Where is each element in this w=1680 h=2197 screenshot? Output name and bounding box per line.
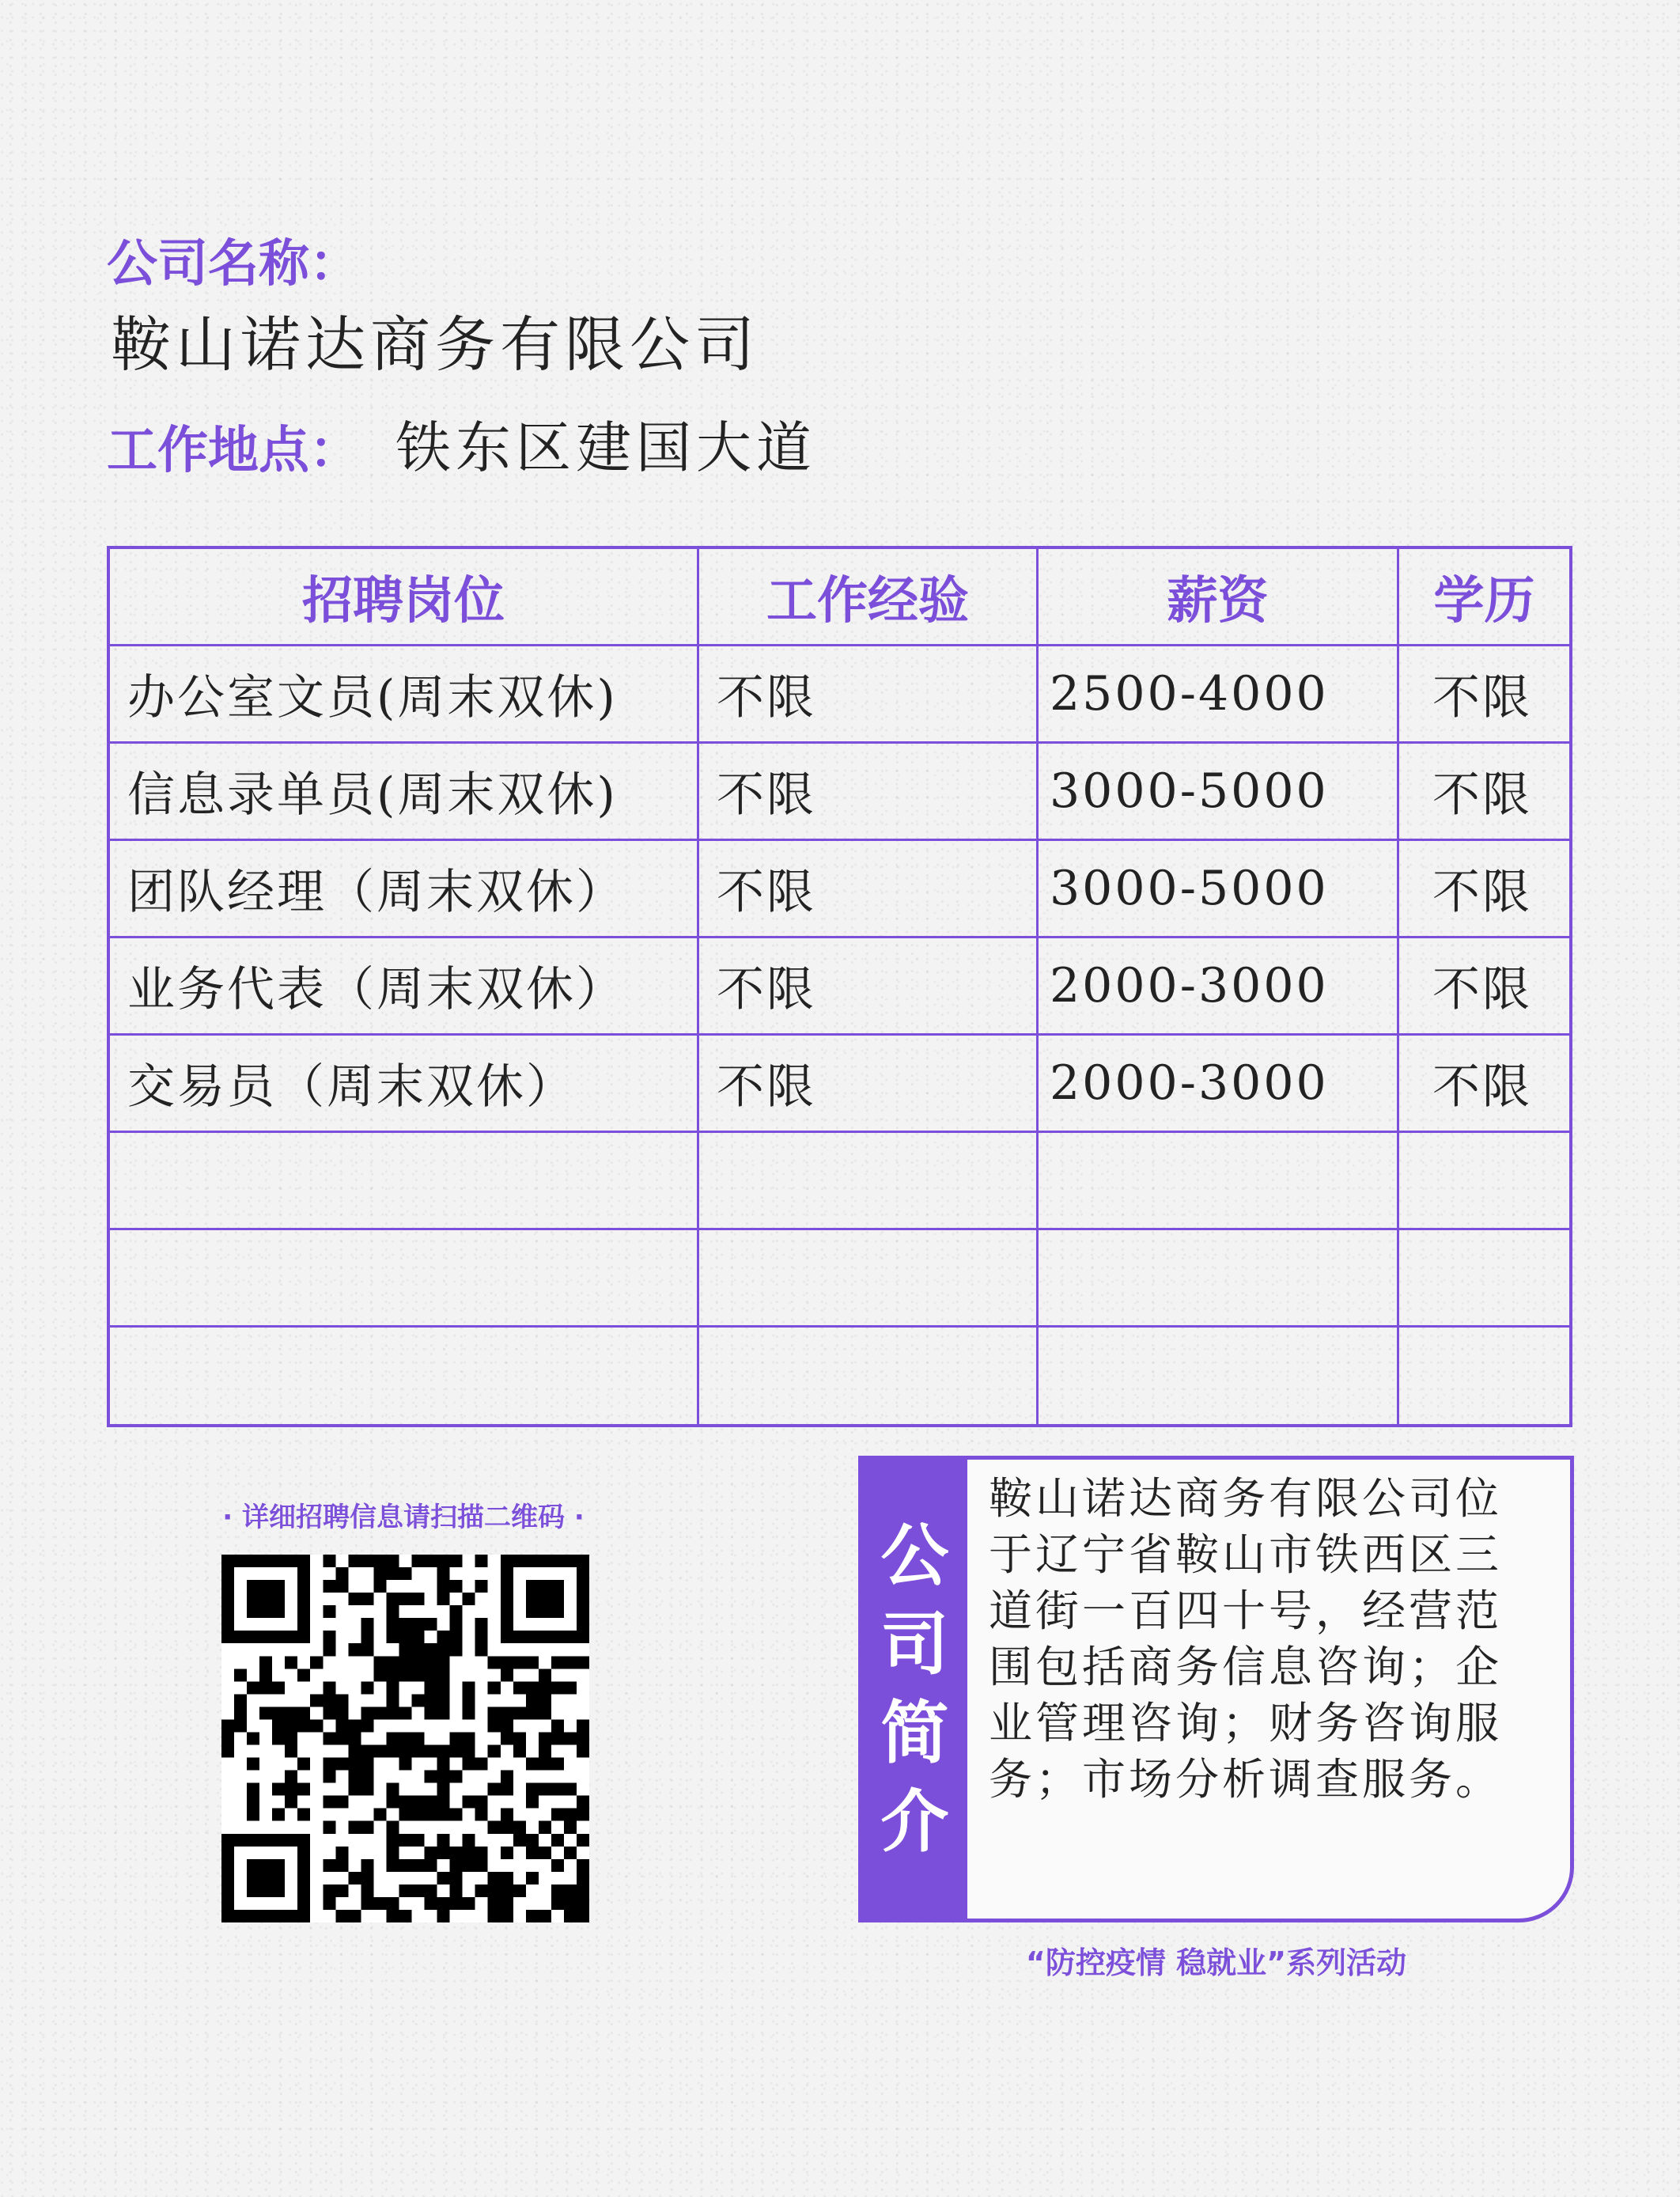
cell-experience <box>699 1328 1039 1424</box>
header-position: 招聘岗位 <box>110 549 699 644</box>
cell-position <box>110 1230 699 1325</box>
table-row <box>110 646 1569 744</box>
company-intro-box <box>858 1456 1574 1922</box>
cell-education: 不限 <box>1432 962 1532 1017</box>
cell-salary: 2000-3000 <box>1039 1036 1399 1131</box>
table-row <box>110 744 1569 841</box>
qr-code-icon[interactable] <box>221 1555 589 1922</box>
cell-education <box>1399 1328 1569 1424</box>
cell-experience: 不限 <box>699 938 1039 1033</box>
company-intro-title <box>862 1460 967 1919</box>
cell-salary: 2000-3000 <box>1039 938 1399 1033</box>
cell-position <box>110 1328 699 1424</box>
cell-salary: 3000-5000 <box>1039 744 1399 839</box>
cell-education: 不限 <box>1432 865 1532 920</box>
cell-experience: 不限 <box>699 744 1039 839</box>
cell-education: 不限 <box>1432 1059 1532 1115</box>
intro-title-char: 简 <box>880 1694 949 1773</box>
company-name: 鞍山诺达商务有限公司 <box>111 309 759 380</box>
cell-position: 信息录单员(周末双休) <box>110 744 699 839</box>
qr-caption: · 详细招聘信息请扫描二维码 · <box>222 1502 585 1533</box>
cell-position <box>110 1133 699 1228</box>
cell-experience: 不限 <box>699 646 1039 741</box>
cell-experience <box>699 1133 1039 1228</box>
work-location: 铁东区建国大道 <box>395 415 816 480</box>
cell-experience: 不限 <box>699 841 1039 936</box>
cell-salary <box>1039 1133 1399 1228</box>
company-intro-text: 鞍山诺达商务有限公司位于辽宁省鞍山市铁西区三道街一百四十号，经营范围包括商务信息咨询；企业管理咨询；财务咨询服务；市场分析调查服务。 <box>989 1473 1503 1805</box>
table-row <box>110 938 1569 1036</box>
table-header-row <box>110 549 1569 646</box>
cell-experience <box>699 1230 1039 1325</box>
company-name-label: 公司名称： <box>107 235 360 294</box>
cell-position: 业务代表（周末双休） <box>110 938 699 1033</box>
table-row <box>110 841 1569 938</box>
work-location-label: 工作地点： <box>107 422 360 480</box>
cell-education <box>1399 1230 1569 1325</box>
job-table <box>107 546 1572 1427</box>
intro-title-char: 公 <box>880 1517 949 1596</box>
cell-position: 团队经理（周末双休） <box>110 841 699 936</box>
cell-salary: 2500-4000 <box>1039 646 1399 741</box>
cell-salary: 3000-5000 <box>1039 841 1399 936</box>
intro-title-char: 司 <box>880 1605 949 1684</box>
header-experience: 工作经验 <box>699 549 1039 644</box>
campaign-footer: “防控疫情 稳就业”系列活动 <box>1025 1945 1407 1980</box>
header-education: 学历 <box>1433 572 1535 631</box>
cell-position: 交易员（周末双休） <box>110 1036 699 1131</box>
cell-education <box>1399 1133 1569 1228</box>
table-row <box>110 1230 1569 1328</box>
cell-education: 不限 <box>1432 670 1532 725</box>
header-salary: 薪资 <box>1039 549 1399 644</box>
cell-salary <box>1039 1328 1399 1424</box>
table-row <box>110 1036 1569 1133</box>
cell-experience: 不限 <box>699 1036 1039 1131</box>
cell-salary <box>1039 1230 1399 1325</box>
intro-title-char: 介 <box>880 1782 949 1862</box>
table-row <box>110 1328 1569 1424</box>
cell-education: 不限 <box>1432 767 1532 823</box>
table-row <box>110 1133 1569 1230</box>
cell-position: 办公室文员(周末双休) <box>110 646 699 741</box>
